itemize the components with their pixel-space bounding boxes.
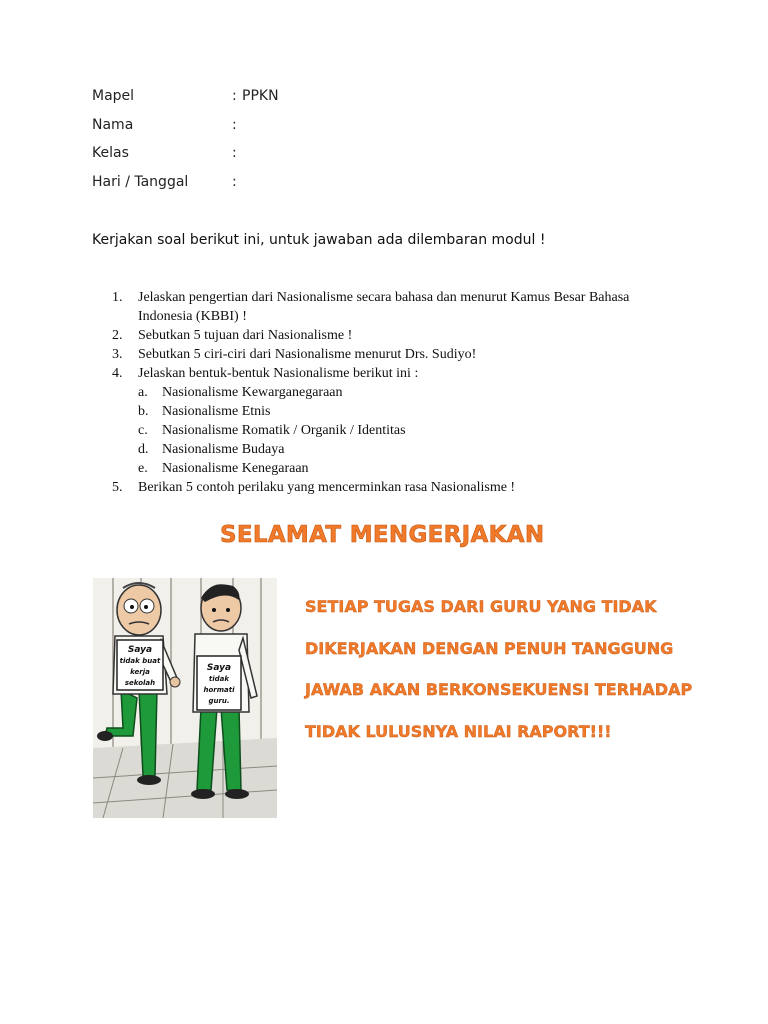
- question-text-line: Indonesia (KBBI) !: [138, 309, 247, 324]
- left-sign-text: kerja: [130, 668, 150, 676]
- sub-question-item: [138, 383, 712, 402]
- right-sign-text: guru.: [208, 697, 230, 705]
- question-item: [112, 326, 712, 345]
- info-label: Kelas: [92, 145, 129, 161]
- info-separator: :: [232, 88, 237, 104]
- sub-question-text: Nasionalisme Romatik / Organik / Identitas: [162, 423, 406, 438]
- question-number: 3.: [112, 347, 123, 362]
- info-label: Hari / Tanggal: [92, 174, 189, 190]
- question-text-line: Berikan 5 contoh perilaku yang mencerminkan rasa Nasionalisme !: [138, 480, 516, 495]
- question-number: 5.: [112, 480, 123, 495]
- sub-question-text: Nasionalisme Kewarganegaraan: [162, 385, 343, 400]
- right-sign-text: Saya: [206, 663, 232, 673]
- info-label: Nama: [92, 117, 134, 133]
- sub-question-item: [138, 440, 712, 459]
- question-text-line: Sebutkan 5 tujuan dari Nasionalisme !: [138, 328, 353, 343]
- warning-line: JAWAB AKAN BERKONSEKUENSI TERHADAP: [305, 680, 693, 699]
- info-label: Mapel: [92, 88, 135, 104]
- sub-question-letter: d.: [138, 442, 149, 457]
- sub-question-letter: b.: [138, 404, 149, 419]
- sub-question-text: Nasionalisme Kenegaraan: [162, 461, 309, 476]
- sub-question-text: Nasionalisme Etnis: [162, 404, 271, 419]
- question-list: [112, 288, 712, 497]
- question-text-line: Sebutkan 5 ciri-ciri dari Nasionalisme menurut Drs. Sudiyo!: [138, 347, 477, 362]
- good-luck-banner: SELAMAT MENGERJAKAN: [220, 522, 545, 548]
- sub-question-item: [138, 402, 712, 421]
- right-sign-text: hormati: [203, 686, 235, 694]
- question-text-line: Jelaskan pengertian dari Nasionalisme secara bahasa dan menurut Kamus Besar Bahasa: [138, 290, 630, 305]
- sub-question-item: [138, 459, 712, 478]
- warning-line: TIDAK LULUSNYA NILAI RAPORT!!!: [305, 722, 612, 741]
- sub-question-letter: e.: [138, 461, 148, 476]
- question-number: 4.: [112, 366, 123, 381]
- sub-question-letter: a.: [138, 385, 148, 400]
- cartoon-illustration: [93, 578, 277, 818]
- warning-line: SETIAP TUGAS DARI GURU YANG TIDAK: [305, 597, 657, 616]
- instruction-text: Kerjakan soal berikut ini, untuk jawaban ada dilembaran modul !: [92, 232, 546, 248]
- warning-line: DIKERJAKAN DENGAN PENUH TANGGUNG: [305, 639, 674, 658]
- question-item: [112, 364, 712, 478]
- left-sign-text: Saya: [127, 645, 153, 655]
- question-item: [112, 345, 712, 364]
- info-value: PPKN: [242, 88, 279, 104]
- sub-question-letter: c.: [138, 423, 148, 438]
- info-separator: :: [232, 145, 237, 161]
- left-sign-text: tidak buat: [119, 657, 161, 665]
- sub-question-text: Nasionalisme Budaya: [162, 442, 285, 457]
- info-separator: :: [232, 117, 237, 133]
- question-item: [112, 478, 712, 497]
- sub-question-item: [138, 421, 712, 440]
- info-separator: :: [232, 174, 237, 190]
- question-number: 1.: [112, 290, 123, 305]
- left-sign-text: sekolah: [124, 679, 156, 687]
- question-item: [112, 288, 712, 326]
- right-sign-text: tidak: [208, 675, 230, 683]
- question-text-line: Jelaskan bentuk-bentuk Nasionalisme berikut ini :: [138, 366, 419, 381]
- question-number: 2.: [112, 328, 123, 343]
